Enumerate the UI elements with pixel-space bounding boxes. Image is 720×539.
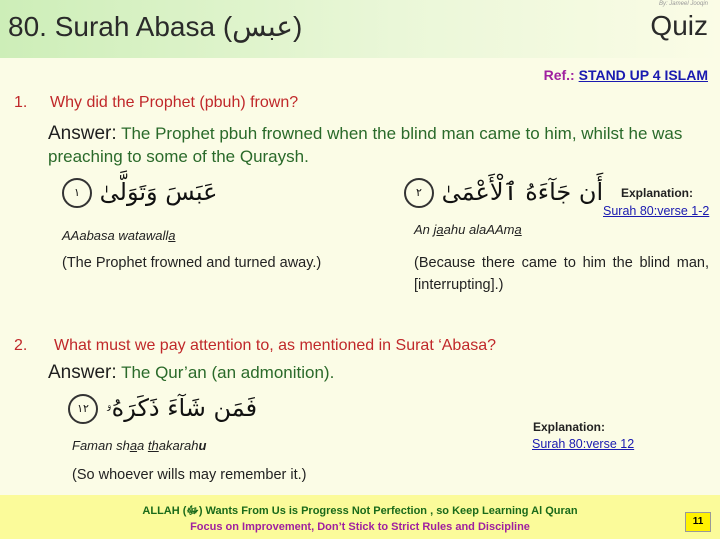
question-text: What must we pay attention to, as mentioned in Surat ‘Abasa?	[54, 337, 497, 354]
explanation-label: Explanation:	[533, 420, 606, 434]
watermark: By: Jameel Jooqin	[658, 1, 708, 7]
quiz-label: Quiz	[650, 10, 708, 41]
question-number: 1.	[14, 94, 28, 111]
answer-block	[48, 361, 713, 384]
translation: (The Prophet frowned and turned away.)	[62, 255, 322, 271]
reference-link[interactable]: STAND UP 4 ISLAM	[578, 67, 708, 83]
page-number: 11	[685, 512, 711, 532]
answer-label: Answer:	[48, 123, 117, 144]
explanation-link[interactable]: Surah 80:verse 1-2	[603, 204, 710, 218]
footer-line-2: Focus on Improvement, Don’t Stick to Strict Rules and Discipline	[190, 521, 530, 533]
footer-line-1: ALLAH (ﷻ) Wants From Us is Progress Not Perfection , so Keep Learning Al Quran	[142, 505, 578, 517]
question-text: Why did the Prophet (pbuh) frown?	[50, 94, 299, 111]
arabic-verse	[58, 178, 217, 208]
answer-label: Answer:	[48, 362, 117, 383]
answer-text: The Prophet pbuh frowned when the blind man came to him, whilst he was preaching to some of the Quraysh.	[48, 124, 683, 166]
verse-number-badge: ٢	[404, 178, 434, 208]
explanation-label: Explanation:	[621, 186, 694, 200]
reference	[544, 67, 708, 83]
answer-block	[48, 122, 713, 168]
question-number: 2.	[14, 337, 28, 354]
arabic-verse	[64, 394, 257, 424]
transliteration: Faman shaa thakarahu	[72, 438, 207, 453]
reference-label: Ref.:	[543, 67, 575, 83]
transliteration: AAabasa watawalla	[62, 228, 176, 243]
arabic-verse	[400, 178, 603, 208]
footer-banner	[0, 495, 720, 539]
translation: (Because there came to him the blind man, [interrupting].)	[414, 255, 709, 293]
arabic-verse-text: أَن جَآءَهُ ٱلْأَعْمَىٰ	[441, 178, 604, 206]
transliteration: An jaahu alaAAma	[414, 222, 522, 237]
arabic-verse-text: فَمَن شَآءَ ذَكَرَهُۥ	[105, 394, 258, 422]
title-banner	[0, 0, 720, 58]
translation: (So whoever wills may remember it.)	[72, 467, 307, 483]
page-title: 80. Surah Abasa (عبس)	[8, 11, 303, 42]
verse-number-badge: ١٢	[68, 394, 98, 424]
verse-number-badge: ١	[62, 178, 92, 208]
explanation-link[interactable]: Surah 80:verse 12	[532, 437, 635, 451]
answer-text: The Qur’an (an admonition).	[121, 363, 335, 382]
arabic-verse-text: عَبَسَ وَتَوَلَّىٰ	[99, 178, 218, 206]
